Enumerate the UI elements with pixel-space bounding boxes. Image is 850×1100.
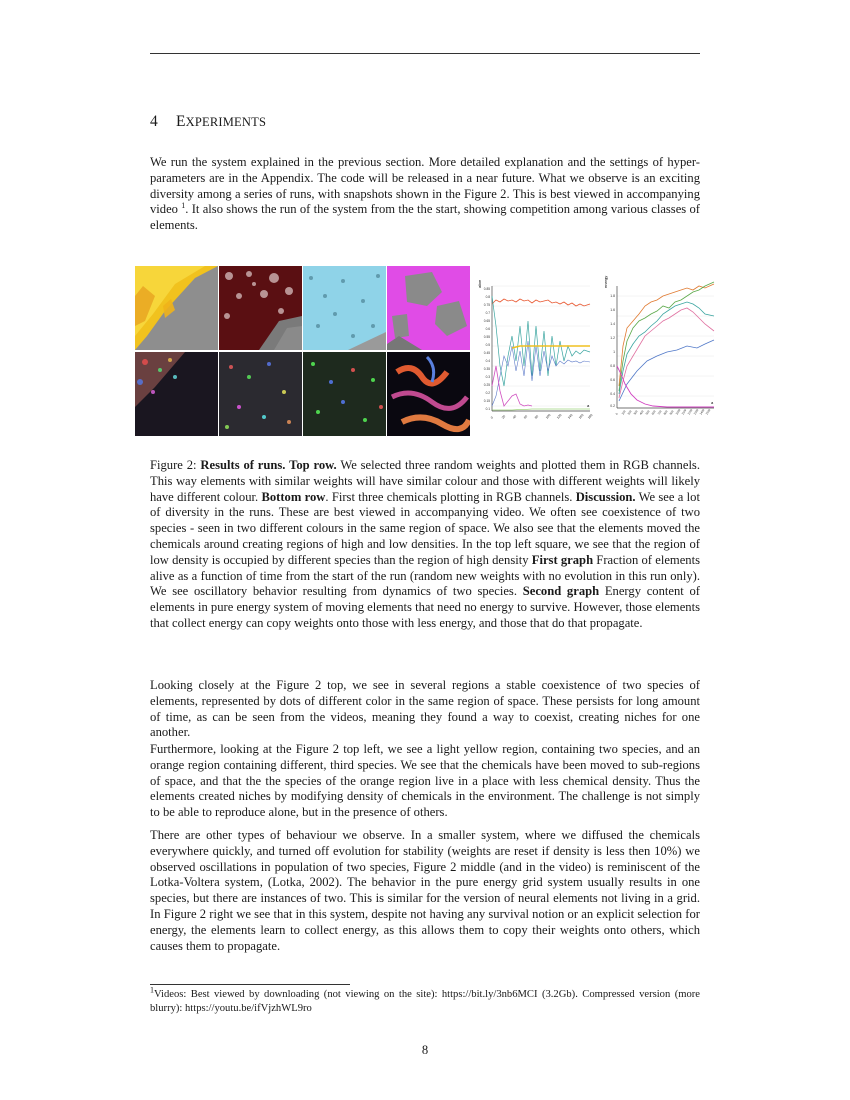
footnote: $^1$Videos: Best viewed by downloading (not viewing on the site): https://bit.ly/3nb6MCI (3.2Gb). Compressed version (more blurry): https://youtu.be/ifVjzhWL9ro [150, 985, 700, 1014]
graph1-ytick: 0.55 [483, 335, 490, 339]
graph1-ytick: 0.75 [483, 303, 490, 307]
graph1-ytick: 0.7 [485, 311, 490, 315]
graph2-xtick: 1500 [704, 408, 712, 416]
graph1-ytick: 0.1 [485, 407, 490, 411]
graph2-xtick: 600 [650, 409, 657, 416]
body-paragraph-3: There are other types of behaviour we observe. In a smaller system, where we diffused the chemicals everywhere quickly, and turned off evolution for stability (weights are reset if density is less then 10%) we observed oscillations in population of two species, Figure 2 middle (and in the video) is reminiscent of the Lotka-Voltera system, (Lotka, 2002). The behavior in the pure energy grid system usually results in one species, but there are instances of two. This is similar for the version of neural elements not living in a grid. In Figure 2 right we see that in this system, despite not having any survival notion or an explicit selection for energy, the elements learn to collect energy, as this allows them to copy their weights onto others, which causes them to propagate. [150, 828, 700, 953]
graph2-ytick: 0.2 [610, 404, 615, 408]
graph2-ytick: 1.6 [610, 308, 615, 312]
graph2-xtick: 0 [614, 411, 619, 416]
graph1-xtick: 60 [522, 414, 529, 420]
snapshot-top-2 [219, 266, 302, 350]
graph1-ytick: 0.35 [483, 367, 490, 371]
graph1-ytick: 0.25 [483, 383, 490, 387]
chemicals-bottom-3 [303, 352, 386, 436]
graph2-xtick: 100 [620, 409, 627, 416]
graph2-xtick: 700 [656, 409, 663, 416]
graph1-y-label: alive [477, 279, 482, 288]
footnote-mark: 1 [150, 985, 154, 995]
graph2-ytick: 0.6 [610, 378, 615, 382]
graph1-ytick: 0.3 [485, 375, 490, 379]
graph2-xtick: 1000 [674, 408, 682, 416]
graph2-xtick: 500 [644, 409, 651, 416]
graph1-ytick: 0.65 [483, 319, 490, 323]
graph2-xtick: 1100 [680, 408, 688, 416]
graph2-xtick: 300 [632, 409, 639, 416]
graph1-xtick: 80 [533, 414, 540, 420]
footnote-rule [150, 984, 350, 985]
graph2-xtick: 400 [638, 409, 645, 416]
snapshot-top-4 [387, 266, 470, 350]
chemicals-bottom-2 [219, 352, 302, 436]
graph1-xtick: 100 [544, 413, 552, 420]
graph1-corner-label: a [587, 403, 590, 408]
graph1-ytick: 0.5 [485, 343, 490, 347]
graph-alive-fraction [472, 266, 594, 436]
graph1-xtick: 40 [511, 414, 518, 420]
snapshot-top-3 [303, 266, 386, 350]
graph2-ytick: 1.2 [610, 336, 615, 340]
graph1-xtick: 0 [489, 415, 494, 420]
graph2-ytick: 0.4 [610, 392, 615, 396]
footnote-marker[interactable]: 1 [181, 201, 186, 211]
graph2-xtick: 900 [668, 409, 675, 416]
graph2-ytick: 1.4 [610, 322, 615, 326]
section-title-initial: E [175, 113, 186, 130]
figure-caption: Figure 2: Results of runs. Top row. We selected three random weights and plotted them in RGB channels. This way elements with similar weights will have similar colour and those with different weights will likely have different colour. Bottom row. First three chemicals plotting in RGB channels. Discussion. We see a lot of diversity in the runs. These are best viewed in accompanying video. We often see coexistence of two species - seen in two different colours in the same region of space. We also see that the elements moved the chemicals around creating regions of high and low densities. In the top left square, we see that the region of low density is occupied by different species than the region of high density First graph Fraction of elements alive as a function of time from the start of the run (random new weights with no evolution in this run only). We see oscillatory behavior resulting from dynamics of two species. Second graph Energy content of elements in pure energy system of moving elements that need no energy to survive. However, those elements that collect energy can copy weights onto those with less energy, and those that do that propagate. [150, 458, 701, 630]
body-paragraph-2: Furthermore, looking at the Figure 2 top left, we see a light yellow region, containing two species, and an orange region containing different, third species. We see that the chemicals have been moved to sub-regions of space, and that the the species of the orange region live in a place with less chemical density. Thus the elements created niches by modifying density of chemicals in the environment. The challenge is not simply to be able to reproduce alone, but in the presence of others. [150, 742, 700, 820]
graph2-y-label: energy [603, 275, 608, 288]
graph1-ytick: 0.2 [485, 391, 490, 395]
graph1-ytick: 0.45 [483, 351, 490, 355]
intro-paragraph: We run the system explained in the previous section. More detailed explanation and the settings of hyper-parameters are in the Appendix. The code will be released in a near future. What we observe is an exciting diversity among a series of runs, with snapshots shown in the Figure 2. This is best viewed in accompanying video $^1$. It also shows the run of the system from the the start, showing competition among various classes of elements. [150, 155, 700, 233]
graph1-ytick: 0.4 [485, 359, 490, 363]
graph2-xtick: 800 [662, 409, 669, 416]
graph2-xtick: 1200 [686, 408, 694, 416]
graph2-xtick: 200 [626, 409, 633, 416]
graph2-corner-label: a [711, 400, 714, 405]
graph2-ytick: 1 [613, 350, 615, 354]
section-title-rest: XPERIMENTS [185, 115, 267, 129]
graph-energy [597, 266, 717, 436]
section-number: 4 [150, 113, 158, 130]
graph1-xtick: 20 [500, 414, 507, 420]
graph2-ytick: 0.8 [610, 364, 615, 368]
graph1-xtick: 180 [586, 413, 594, 420]
chemicals-bottom-4 [387, 352, 470, 436]
graph1-ytick: 0.8 [485, 295, 490, 299]
page-number: 8 [421, 1043, 429, 1057]
graph2-xtick: 1400 [698, 408, 706, 416]
chemicals-bottom-1 [135, 352, 218, 436]
graph2-xtick: 1300 [692, 408, 700, 416]
graph1-xtick: 160 [577, 413, 585, 420]
graph1-ytick: 0.6 [485, 327, 490, 331]
body-paragraph-1: Looking closely at the Figure 2 top, we see in several regions a stable coexistence of two species of elements, represented by dots of different color in the same region of space. These persists for long amount of time, as can be seen from the videos, meaning they found a way to coexist, creating niches for one another. [150, 678, 700, 740]
graph1-ytick: 0.85 [483, 287, 490, 291]
header-rule [150, 53, 700, 54]
graph2-ytick: 1.8 [610, 294, 615, 298]
graph1-xtick: 120 [555, 413, 563, 420]
graph1-xtick: 140 [566, 413, 574, 420]
snapshot-top-1 [135, 266, 218, 350]
section-heading [150, 113, 266, 131]
figure-2 [135, 266, 717, 438]
graph1-ytick: 0.15 [483, 399, 490, 403]
